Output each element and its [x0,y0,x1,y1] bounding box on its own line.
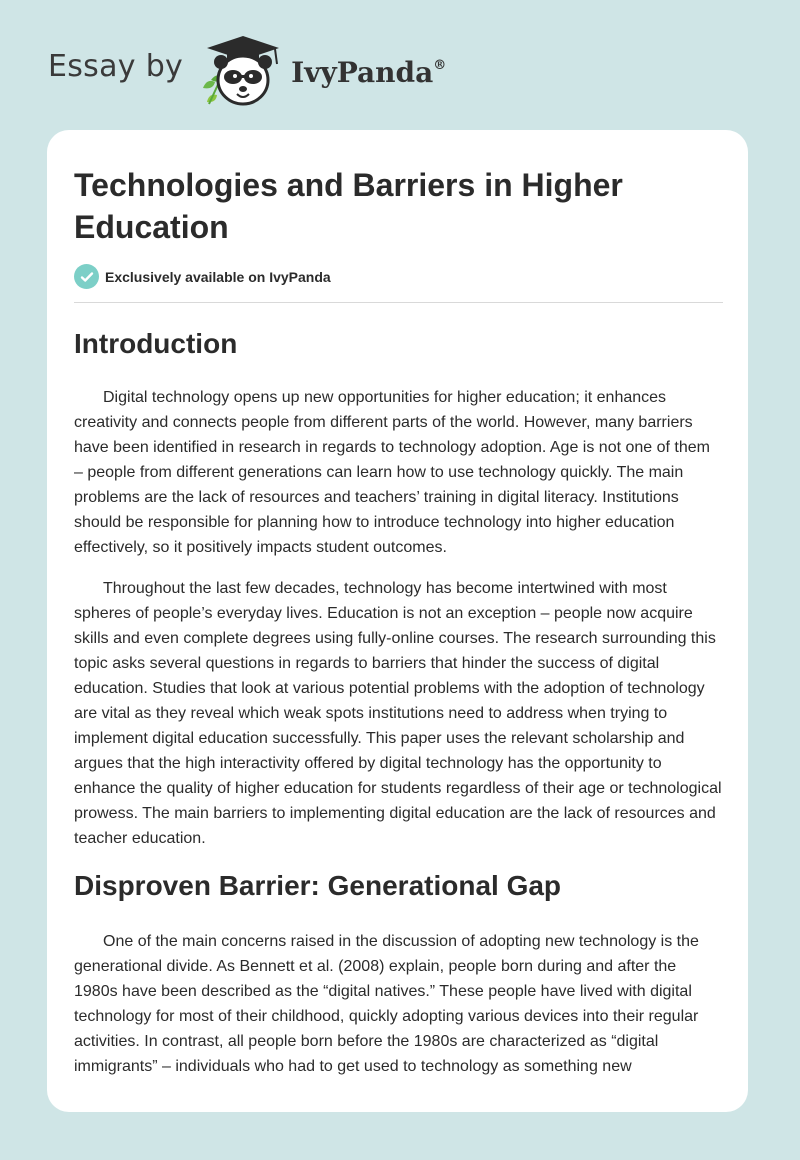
brand-prefix: Essay by [48,48,184,84]
section-heading-generational-gap: Disproven Barrier: Generational Gap [74,870,562,901]
checkmark-icon [74,264,99,289]
essay-title: Technologies and Barriers in Higher Education [74,167,623,245]
badge-label: Exclusively available on IvyPanda [105,268,331,285]
brand-header [48,30,446,110]
exclusive-badge [74,264,331,289]
essay-card [47,130,748,1112]
title-divider [74,302,723,303]
section-heading-introduction: Introduction [74,328,238,359]
panda-logo-icon [197,30,289,110]
brand-name: IvyPanda® [291,55,447,89]
paragraph: Throughout the last few decades, technology has become intertwined with most spheres of people’s everyday lives. Education is not an exception – people now acquire skills and even complete degrees using fully-online courses. The research surrounding this topic asks several questions in regards to barriers that hinder the success of digital education. Studies that look at various potential problems with the adoption of technology are vital as they reveal which weak spots institutions need to address when trying to implement digital education successfully. This paper uses the relevant scholarship and argues that the high interactivity offered by digital technology has the opportunity to enhance the quality of higher education for students regardless of their age or technological prowess. The main barriers to implementing digital education are the lack of resources and teacher education. [74,580,722,847]
paragraph: One of the main concerns raised in the discussion of adopting new technology is the generational divide. As Bennett et al. (2008) explain, people born during and after the 1980s have been described as the “digital natives.” These people have lived with digital technology for most of their childhood, quickly adopting various devices into their regular activities. In contrast, all people born before the 1980s are characterized as “digital immigrants” – individuals who had to get used to technology as something new [74,933,699,1075]
paragraph: Digital technology opens up new opportunities for higher education; it enhances creativity and connects people from different parts of the world. However, many barriers have been identified in research in regards to technology adoption. Age is not one of them – people from different generations can learn how to use technology quickly. The main problems are the lack of resources and teachers’ training in digital literacy. Institutions should be responsible for planning how to introduce technology into higher education effectively, so it positively impacts student outcomes. [74,389,710,556]
